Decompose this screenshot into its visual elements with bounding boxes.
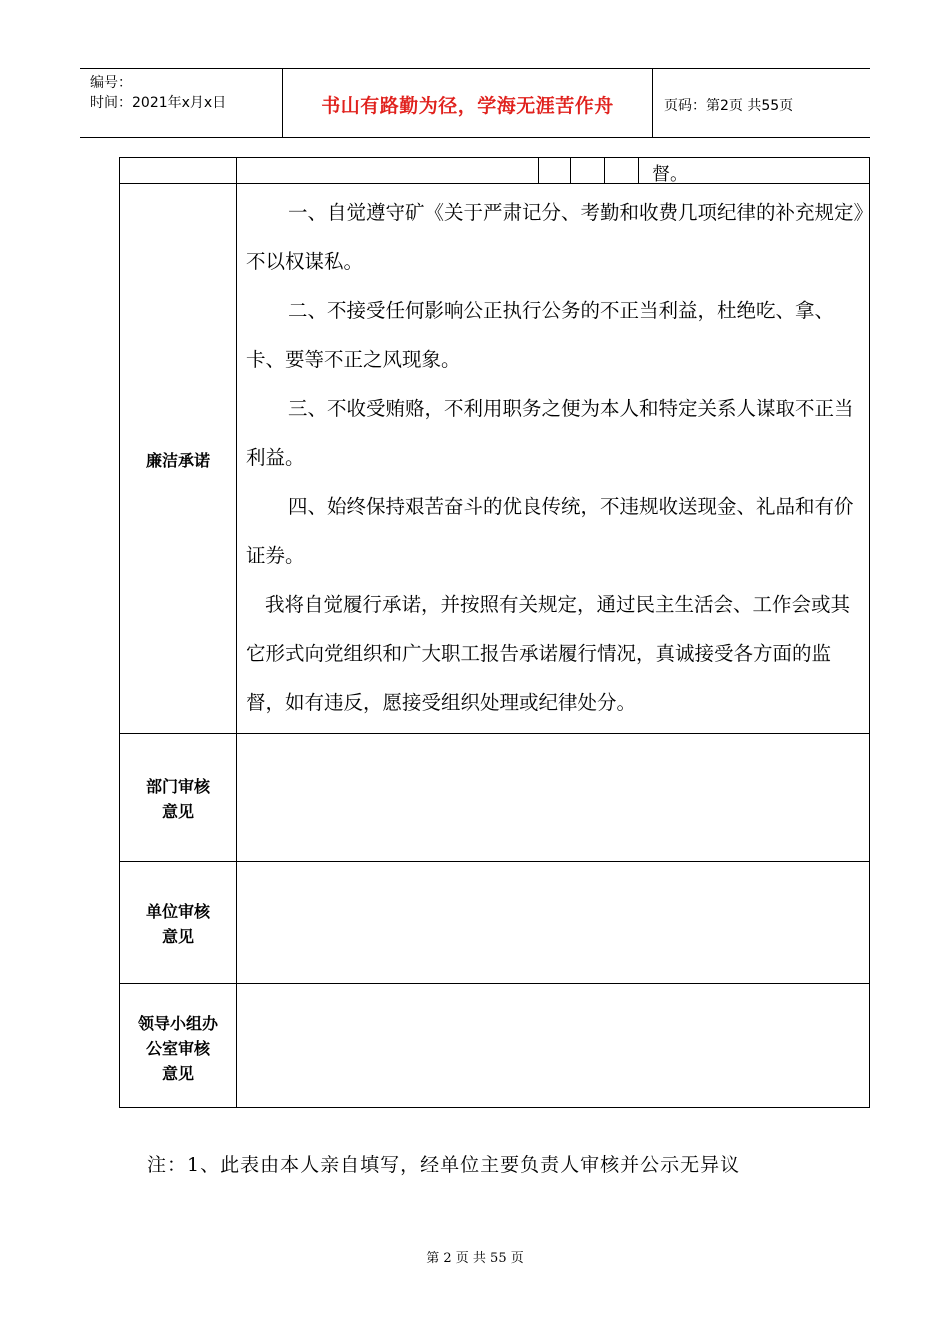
header-meta [90,73,226,113]
leader-review-label-line: 领导小组办 [137,1014,218,1033]
dept-review-label [120,774,236,824]
number-label: 编号： [90,75,132,91]
header-motto: 书山有路勤为径，学海无涯苦作舟 [321,95,614,117]
header-divider [652,69,653,137]
continued-text: 督。 [652,164,688,185]
integrity-label: 廉洁承诺 [145,451,210,470]
document-header [80,68,870,138]
cell-divider [604,158,605,183]
commitment-item-3: 三、不收受贿赂，不利用职务之便为本人和特定关系人谋取不正当利益。 [246,397,854,469]
form-note: 注：1、此表由本人亲自填写，经单位主要负责人审核并公示无异议 [147,1154,741,1176]
row-divider [120,733,869,734]
unit-review-label-line: 意见 [161,927,194,946]
unit-review-label-line: 单位审核 [145,902,210,921]
commitment-item-4: 四、始终保持艰苦奋斗的优良传统，不违规收送现金、礼品和有价证券。 [246,495,854,567]
cell-divider [638,158,639,183]
column-divider [236,158,237,1107]
header-page-info: 页码：第2页 共55页 [664,98,794,114]
time-label: 时间：2021年x月x日 [90,95,227,111]
dept-review-label-line: 意见 [161,802,194,821]
leader-review-label-line: 公室审核 [145,1039,210,1058]
commitment-item-1: 一、自觉遵守矿《关于严肃记分、考勤和收费几项纪律的补充规定》不以权谋私。 [246,201,864,273]
dept-review-label-line: 部门审核 [145,777,210,796]
cell-divider [538,158,539,183]
unit-review-label [120,899,236,949]
leader-review-label-line: 意见 [161,1064,194,1083]
leader-review-label [120,1011,236,1086]
row-divider [120,983,869,984]
commitment-table [119,157,870,1108]
page-number: 第 2 页 共 55 页 [426,1251,524,1266]
commitment-item-2: 二、不接受任何影响公正执行公务的不正当利益，杜绝吃、拿、卡、要等不正之风现象。 [246,299,835,371]
row-divider [120,861,869,862]
integrity-content [246,188,864,727]
row-divider [120,183,869,184]
cell-divider [570,158,571,183]
commitment-pledge: 我将自觉履行承诺，并按照有关规定，通过民主生活会、工作会或其它形式向党组织和广大职工报告承诺履行情况，真诚接受各方面的监督，如有违反，愿接受组织处理或纪律处分。 [246,593,851,714]
